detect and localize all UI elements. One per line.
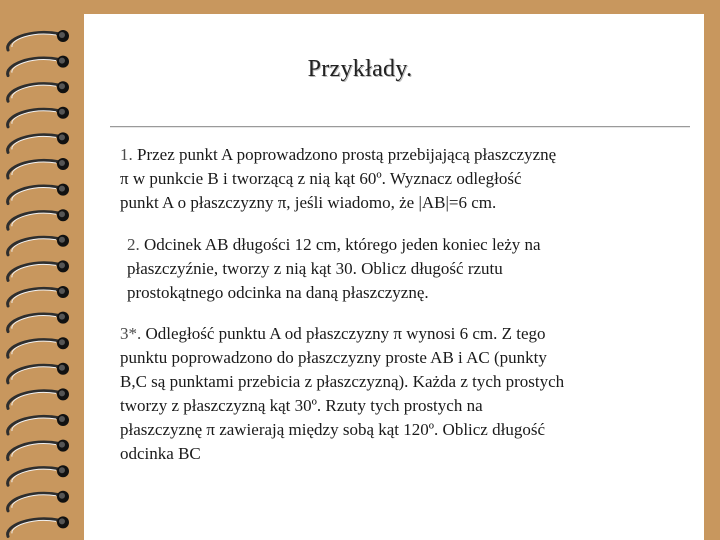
problem-1-line-1: 1. Przez punkt A poprowadzono prostą przebijającą płaszczyznę bbox=[120, 145, 557, 164]
title-divider bbox=[110, 126, 690, 128]
problem-3-line-5: płaszczyznę π zawierają między sobą kąt 120º. Oblicz długość bbox=[120, 420, 545, 439]
problem-1-line-2: π w punkcie B i tworzącą z nią kąt 60º. Wyznacz odległość bbox=[120, 169, 522, 188]
problem-3-line-3: B,C są punktami przebicia z płaszczyzną). Każda z tych prostych bbox=[120, 372, 565, 391]
problem-3-line-4: tworzy z płaszczyzną kąt 30º. Rzuty tych prostych na bbox=[120, 396, 483, 415]
problem-2-number: 2. bbox=[127, 235, 140, 254]
problem-1 bbox=[120, 143, 556, 215]
problem-1-line-3: punkt A o płaszczyzny π, jeśli wiadomo, że |AB|=6 cm. bbox=[120, 193, 497, 212]
page-title: Przykłady. bbox=[307, 56, 413, 82]
problem-1-number: 1. bbox=[120, 145, 133, 164]
problem-2 bbox=[127, 233, 541, 305]
problem-2-line-3: prostokątnego odcinka na daną płaszczyznę. bbox=[127, 283, 429, 302]
problem-2-line-1: 2. Odcinek AB długości 12 cm, którego jeden koniec leży na bbox=[127, 235, 541, 254]
problem-3-line-6: odcinka BC bbox=[120, 444, 201, 463]
problem-2-line-2: płaszczyźnie, tworzy z nią kąt 30. Oblicz długość rzutu bbox=[127, 259, 503, 278]
problem-3-line-1: 3*. Odległość punktu A od płaszczyzny π wynosi 6 cm. Z tego bbox=[120, 324, 546, 343]
problem-3 bbox=[120, 322, 564, 466]
problem-3-number: 3*. bbox=[120, 324, 142, 343]
problem-3-line-2: punktu poprowadzono do płaszczyzny proste AB i AC (punkty bbox=[120, 348, 547, 367]
